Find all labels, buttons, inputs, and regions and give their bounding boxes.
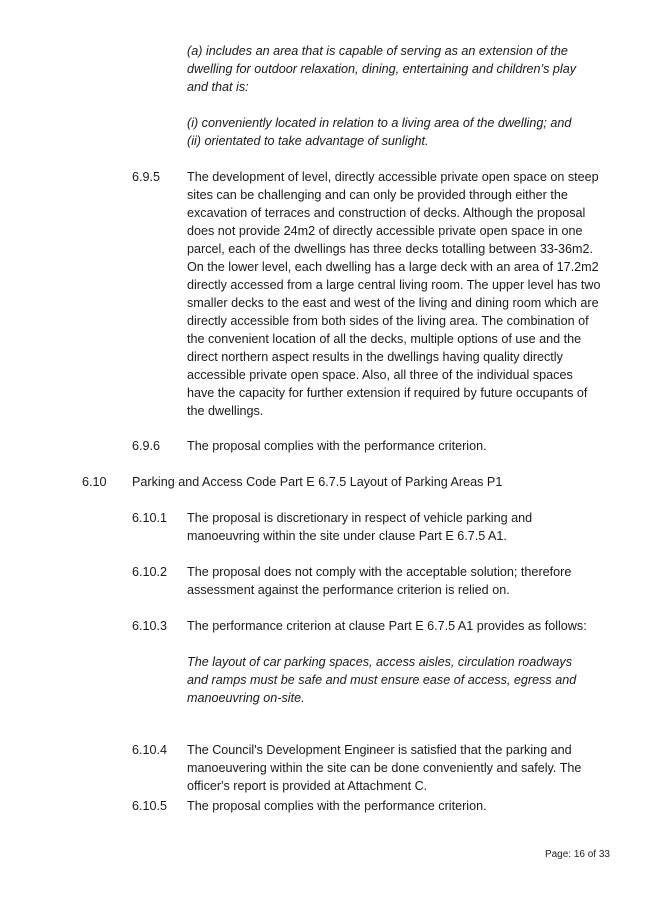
quote-item: (i) conveniently located in relation to a living area of the dwelling; and: [187, 116, 572, 130]
text-line: excavation of terraces and construction of decks. Although the proposal: [187, 206, 586, 220]
quote-intro: [187, 42, 576, 96]
section-6-9-6-text: The proposal complies with the performance criterion.: [187, 439, 487, 453]
performance-criterion-quote: [187, 653, 576, 707]
text-line: have the capacity for further extension if required by future occupants of: [187, 386, 588, 400]
text-line: directly accessible from both sides of the living area. The combination of: [187, 314, 589, 328]
section-number: 6.9.6: [132, 439, 161, 453]
text-line: smaller decks to the east and west of the living and dining room which are: [187, 296, 599, 310]
text-line: accessible private open space. Also, all three of the individual spaces: [187, 368, 573, 382]
section-number: 6.10.1: [132, 511, 168, 525]
text-line: The proposal does not comply with the acceptable solution; therefore: [187, 565, 572, 579]
section-number: 6.10.5: [132, 799, 168, 813]
section-number: 6.9.5: [132, 170, 161, 184]
text-line: (a) includes an area that is capable of serving as an extension of the: [187, 44, 568, 58]
section-6-10-5-text: The proposal complies with the performance criterion.: [187, 799, 487, 813]
text-line: The Council's Development Engineer is satisfied that the parking and: [187, 743, 572, 757]
page-number: Page: 16 of 33: [544, 849, 610, 860]
text-line: sites can be challenging and can only be provided through either the: [187, 188, 568, 202]
text-line: and that is:: [187, 80, 249, 94]
text-line: directly accessed from a large central living room. The upper level has two: [187, 278, 601, 292]
text-line: dwelling for outdoor relaxation, dining, entertaining and children’s play: [187, 62, 577, 76]
section-6-10-3-text: The performance criterion at clause Part E 6.7.5 A1 provides as follows:: [187, 619, 587, 633]
section-number: 6.10.2: [132, 565, 168, 579]
text-line: direct northern aspect results in the dwellings having quality directly: [187, 350, 563, 364]
text-line: assessment against the performance criterion is relied on.: [187, 583, 510, 597]
text-line: officer's report is provided at Attachment C.: [187, 779, 428, 793]
text-line: The proposal is discretionary in respect of vehicle parking and: [187, 511, 533, 525]
text-line: does not provide 24m2 of directly accessible private open space in one: [187, 224, 583, 238]
section-6-10-heading: Parking and Access Code Part E 6.7.5 Layout of Parking Areas P1: [132, 475, 503, 489]
text-line: On the lower level, each dwelling has a large deck with an area of 17.2m2: [187, 260, 599, 274]
text-line: the convenient location of all the decks, multiple options of use and the: [187, 332, 582, 346]
section-6-10-1-text: [187, 509, 532, 545]
text-line: manoeuvring within the site under clause Part E 6.7.5 A1.: [187, 529, 507, 543]
quote-items: [187, 114, 571, 150]
text-line: and ramps must be safe and must ensure ease of access, egress and: [187, 673, 577, 687]
text-line: The development of level, directly accessible private open space on steep: [187, 170, 599, 184]
text-line: manoeuvering within the site can be done conveniently and safely. The: [187, 761, 582, 775]
quote-item: (ii) orientated to take advantage of sunlight.: [187, 134, 429, 148]
section-number: 6.10.4: [132, 743, 168, 757]
section-6-9-5-text: [187, 168, 600, 420]
text-line: manoeuvring on-site.: [187, 691, 305, 705]
section-6-10-4-text: [187, 741, 581, 795]
section-number: 6.10.3: [132, 619, 168, 633]
text-line: parcel, each of the dwellings has three decks totalling between 33-36m2.: [187, 242, 594, 256]
section-number: 6.10: [82, 475, 107, 489]
section-6-10-2-text: [187, 563, 571, 599]
text-line: the dwellings.: [187, 404, 264, 418]
text-line: The layout of car parking spaces, access aisles, circulation roadways: [187, 655, 572, 669]
